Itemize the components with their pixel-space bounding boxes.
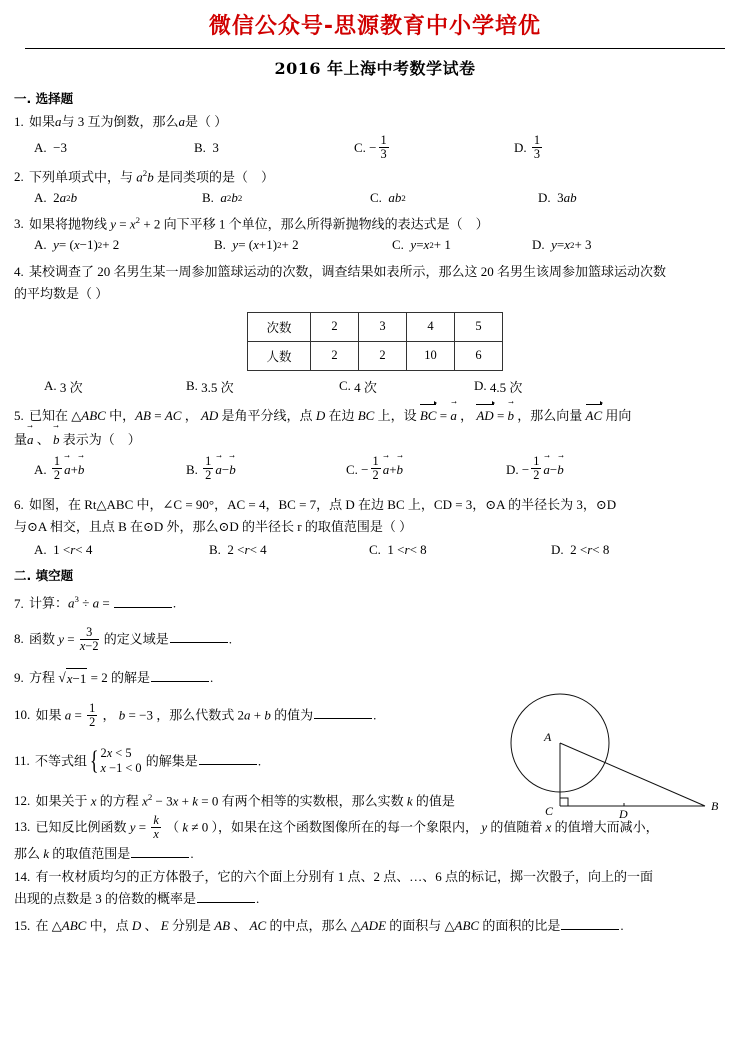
vector-a: → a <box>64 461 71 478</box>
cell-people-4: 6 <box>455 341 503 370</box>
question-5-number: 5. <box>14 407 24 423</box>
question-8-number: 8. <box>14 631 24 647</box>
option-key: C. <box>370 190 382 206</box>
question-3-option-d[interactable]: D. y = x 2 + 3 <box>532 237 592 253</box>
basketball-frequency-table <box>247 312 503 371</box>
question-5: 5. 已知在 △ABC 中，AB = AC ， AD 是角平分线，点 D 在边 BC 上，设 BC = → a ， AD = → b ，那么向量 AC 用向 <box>14 405 750 426</box>
option-key: B. <box>194 140 206 156</box>
question-2-option-c[interactable]: C. ab 2 <box>370 190 406 206</box>
option-key: D. <box>474 378 487 394</box>
fraction-one-half: $\frac{1}{2}$ <box>205 454 212 482</box>
question-4-stem-cont <box>14 284 750 304</box>
question-6-stem-line1: 如图，在 Rt△ABC 中，∠C = 90°，AC = 4，BC = 7，点 D 在边 BC 上，CD = 3，⊙A 的半径长为 3，⊙D <box>29 496 617 512</box>
question-2-option-d[interactable]: D. 3 ab <box>538 190 577 206</box>
question-6 <box>14 495 750 515</box>
header-divider <box>25 48 725 49</box>
vector-b: → b <box>78 461 85 478</box>
cell-times-3: 4 <box>407 312 455 341</box>
question-4 <box>14 262 750 282</box>
vector-ad: AD <box>476 406 493 426</box>
segment-ab <box>560 743 705 806</box>
inequality-1: 2x < 5 <box>100 745 132 760</box>
question-5-cont: 量→ a 、 → b 表示为（ ） <box>14 429 750 450</box>
question-5-option-d[interactable]: D. − $\frac{1}{2}$ → a − → b <box>506 456 564 483</box>
option-key: C. <box>354 140 366 156</box>
question-1-stem-c: 是（ ） <box>185 113 228 129</box>
question-1 <box>14 112 750 132</box>
option-key: C. <box>369 542 381 558</box>
cell-people-1: 2 <box>311 341 359 370</box>
question-15: 15. 在 △ABC 中，点 D 、 E 分别是 AB 、 AC 的中点，那么 △ADE 的面积与 △ABC 的面积的比是 . <box>14 918 624 934</box>
inequality-system: { 2x < 5 x −1 < 0 <box>89 745 142 776</box>
question-5-option-c[interactable]: C. − $\frac{1}{2}$ → a + → b <box>346 456 506 483</box>
inequality-2: x −1 < 0 <box>100 761 142 776</box>
page-title: 2016 年上海中考数学试卷 <box>274 58 476 78</box>
question-4-option-a[interactable]: A. 3 次 <box>44 378 83 395</box>
vector-a: → a <box>215 461 222 478</box>
option-key: A. <box>34 190 47 206</box>
question-4-stem-line2: 的平均数是（ ） <box>14 285 109 301</box>
cell-times-1: 2 <box>311 312 359 341</box>
vector-bc: BC <box>420 406 437 426</box>
vector-a: → a <box>450 405 457 426</box>
question-1-var-a2: a <box>178 113 186 129</box>
question-5-option-b[interactable]: B. $\frac{1}{2}$ → a − → b <box>186 456 346 483</box>
answer-blank-9[interactable] <box>151 668 209 681</box>
question-9: 9. 方程 √ x−1 = 2 的解是 . <box>14 667 750 689</box>
fraction-one-third: $\frac{1}{3}$ <box>380 132 387 161</box>
option-key: A. <box>44 378 57 394</box>
question-1-option-c[interactable]: C. − $\frac{1}{3}$ <box>354 132 387 161</box>
fraction-one-half: $\frac{1}{2}$ <box>89 700 96 729</box>
question-2-option-b[interactable]: B. a 2 b 2 <box>202 190 243 206</box>
question-6-cont <box>14 517 750 537</box>
question-3: 3. 如果将抛物线 $y = x^2 + 2$ 向下平移 1 个单位，那么所得新抛物线的表达式是（ ） <box>14 215 489 232</box>
question-6-options <box>34 542 750 558</box>
question-14 <box>14 867 750 887</box>
answer-blank-11[interactable] <box>199 752 257 765</box>
figure-label-a: A <box>544 730 552 744</box>
option-key: D. <box>538 190 551 206</box>
section-heading-fill: 二. 填空题 <box>14 568 74 584</box>
option-key: A. <box>34 237 47 253</box>
question-6-option-b[interactable]: B. 2 < r < 4 <box>209 542 267 558</box>
fraction-3-over-x-minus-2: $\frac{3}{x-2}$ <box>79 624 99 653</box>
question-15-number: 15. <box>14 918 31 934</box>
vector-b: → b <box>53 429 60 450</box>
row-header-times: 次数 <box>248 312 311 341</box>
vector-a: → a <box>27 429 34 450</box>
cell-times-4: 5 <box>455 312 503 341</box>
vector-b: → b <box>229 461 236 478</box>
option-key: D. <box>532 237 545 253</box>
question-10: 10. 如果 a = $\frac{1}{2}$ ， b = −3 ，那么代数式 2a + b 的值为 . <box>14 700 377 729</box>
question-10-number: 10. <box>14 707 31 723</box>
question-6-number: 6. <box>14 496 24 512</box>
question-11-number: 11. <box>14 753 30 769</box>
question-2-number: 2. <box>14 168 24 184</box>
option-key: D. <box>514 140 527 156</box>
answer-blank-14[interactable] <box>197 890 255 903</box>
question-6-option-a[interactable]: A. 1 < r < 4 <box>34 542 93 558</box>
option-key: B. <box>209 542 221 558</box>
vector-b: → b <box>557 461 564 478</box>
question-1-option-b[interactable]: B. 3 <box>194 140 219 156</box>
question-2: 2. 下列单项式中，与 $a^2b$ 是同类项的是（ ） <box>14 167 274 184</box>
vector-a: → a <box>543 461 550 478</box>
cell-times-2: 3 <box>359 312 407 341</box>
figure-label-c: C <box>545 804 554 818</box>
option-key: C. <box>346 461 358 477</box>
cell-people-3: 10 <box>407 341 455 370</box>
question-4-number: 4. <box>14 264 24 280</box>
question-14-cont: 出现的点数是 3 的倍数的概率是 . <box>14 891 260 907</box>
question-1-number: 1. <box>14 113 24 129</box>
question-5-option-a[interactable]: A. $\frac{1}{2}$ → a + → b <box>34 456 186 483</box>
question-4-option-d[interactable]: D. 4.5 次 <box>474 378 523 395</box>
question-1-option-a[interactable]: A. −3 <box>34 140 67 156</box>
question-1-var-a: a <box>55 113 62 129</box>
answer-blank-7[interactable] <box>114 594 172 607</box>
row-header-people: 人数 <box>248 341 311 370</box>
question-13-number: 13. <box>14 819 31 835</box>
option-key: B. <box>214 237 226 253</box>
question-3-number: 3. <box>14 216 24 232</box>
vector-a: → a <box>383 461 390 478</box>
question-7: 7. 计算：$a^3 \div a$ = . <box>14 594 177 611</box>
question-14-line1: 有一枚材质均匀的正方体骰子，它的六个面上分别有 1 点、2 点、…、6 点的标记，掷一次骰子，向上的一面 <box>35 869 654 885</box>
question-1-options <box>34 132 750 162</box>
figure-label-d: D <box>619 807 628 820</box>
question-12: 12. 如果关于 x 的方程 $x^2 - 3x + k = 0$ 有两个相等的实数根，那么实数 k 的值是 <box>14 791 455 808</box>
right-angle-mark-c <box>560 798 568 806</box>
vector-ac: AC <box>586 406 603 426</box>
question-13-cont: 那么 k 的取值范围是 . <box>14 845 194 861</box>
table-row <box>248 341 503 370</box>
question-12-number: 12. <box>14 792 31 808</box>
section-heading-choice: 一. 选择题 <box>14 90 74 106</box>
question-2-options <box>34 190 750 206</box>
option-key: C. <box>339 378 351 394</box>
figure-label-b: B <box>711 799 719 813</box>
vector-b: → b <box>397 461 404 478</box>
question-4-table-wrap <box>0 312 750 371</box>
answer-blank-15[interactable] <box>561 917 619 930</box>
question-3-option-a[interactable]: A. y = ( x −1) 2 + 2 <box>34 237 120 253</box>
fraction-one-half: $\frac{1}{2}$ <box>372 454 379 482</box>
question-6-stem-line2: 与⊙A 相交，且点 B 在⊙D 外，那么⊙D 的半径长 r 的取值范围是（ ） <box>14 519 413 535</box>
question-6-option-d[interactable]: D. 2 < r < 8 <box>551 542 610 558</box>
question-4-options <box>44 377 750 396</box>
fraction-one-half: $\frac{1}{2}$ <box>53 454 61 482</box>
fraction-k-over-x: $\frac{k}{x}$ <box>153 812 159 841</box>
option-key: A. <box>34 461 47 477</box>
question-13: 13. 已知反比例函数 y = $\frac{k}{x}$ （ k ≠ 0 ），如果在这个函数图像所在的每一个象限内， y 的值随着 x 的值增大而减小， <box>14 812 659 841</box>
option-key: B. <box>202 190 214 206</box>
question-4-stem-line1: 某校调查了 20 名男生某一周参加篮球运动的次数，调查结果如表所示，那么这 20 名男生该周参加篮球运动次数 <box>29 264 667 280</box>
answer-blank-13[interactable] <box>131 845 189 858</box>
question-1-stem-a: 如果 <box>29 113 56 129</box>
vector-b: → b <box>508 405 515 426</box>
answer-blank-8[interactable] <box>170 630 228 643</box>
fraction-one-third: $\frac{1}{3}$ <box>533 132 541 161</box>
question-8: 8. 函数 y = $\frac{3}{x-2}$ 的定义域是 . <box>14 624 233 653</box>
cell-people-2: 2 <box>359 341 407 370</box>
option-key: D. <box>506 461 519 477</box>
question-6-option-c[interactable]: C. 1 < r < 8 <box>369 542 427 558</box>
question-4-option-b[interactable]: B. 3.5 次 <box>186 378 234 395</box>
question-9-number: 9. <box>14 669 24 685</box>
question-1-stem-b: 与 3 互为倒数，那么 <box>61 113 179 129</box>
fraction-one-half: $\frac{1}{2}$ <box>533 454 540 482</box>
sqrt-x-minus-1: √ x−1 <box>58 667 87 689</box>
table-row <box>248 312 503 341</box>
option-key: D. <box>551 542 564 558</box>
question-4-option-c[interactable]: C. 4 次 <box>339 378 377 395</box>
banner-title: 微信公众号-思源教育中小学培优 <box>208 14 542 39</box>
geometry-figure-q6 <box>497 688 742 820</box>
option-key: B. <box>186 378 198 394</box>
question-3-option-c[interactable]: C. y = x 2 + 1 <box>392 237 451 253</box>
question-5-options <box>34 456 750 483</box>
question-11: 11. 不等式组 { 2x < 5 x −1 < 0 的解集是 . <box>14 745 262 776</box>
answer-blank-10[interactable] <box>314 706 372 719</box>
option-key: B. <box>186 461 198 477</box>
option-key: A. <box>34 140 47 156</box>
question-1-option-d[interactable] <box>514 132 674 162</box>
question-7-number: 7. <box>14 595 24 611</box>
question-3-option-b[interactable]: B. y = ( x +1) 2 + 2 <box>214 237 299 253</box>
option-key: A. <box>34 542 47 558</box>
question-3-options <box>34 237 750 253</box>
option-key: C. <box>392 237 404 253</box>
question-14-number: 14. <box>14 869 31 885</box>
question-2-option-a[interactable]: A. 2 a 2 b <box>34 190 78 206</box>
